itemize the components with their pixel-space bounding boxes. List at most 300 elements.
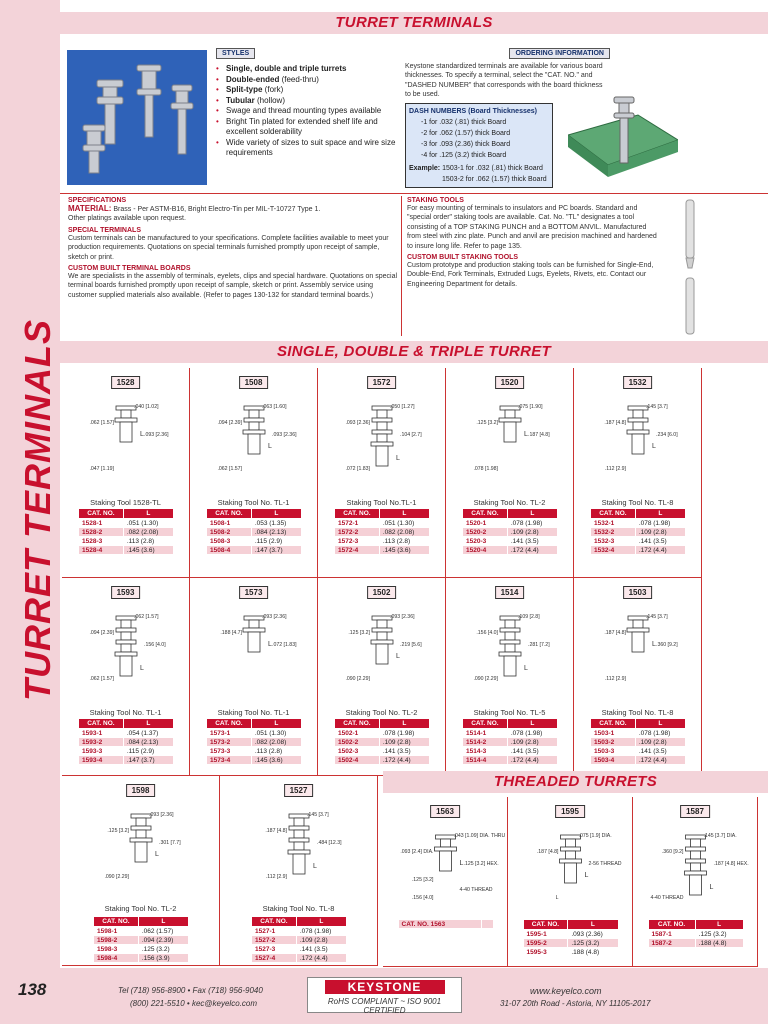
dimension-label: .093 [2.36] bbox=[149, 812, 174, 818]
svg-text:L: L bbox=[652, 641, 656, 648]
table-cell: .078 (1.98) bbox=[507, 519, 557, 528]
table-cell: 1508-1 bbox=[207, 519, 252, 528]
dimension-label: .109 [2.8] bbox=[518, 614, 540, 620]
boards-heading: CUSTOM BUILT TERMINAL BOARDS bbox=[68, 265, 191, 273]
part-number: 1520 bbox=[495, 376, 525, 389]
ordering-text: Keystone standardized terminals are available for various board thicknesses. To specify a terminal, select the "CAT. NO." and "DASHED NUMBER" that corresponds with the board thickness to be used. bbox=[405, 63, 603, 99]
table-cell: .125 (3.2) bbox=[695, 930, 743, 939]
table-row bbox=[252, 936, 347, 945]
catalog-table bbox=[398, 919, 494, 929]
staking-tool-label: Staking Tool No.TL-1 bbox=[346, 498, 417, 507]
table-cell: .172 (4.4) bbox=[507, 546, 557, 555]
part-1595 bbox=[508, 797, 633, 967]
svg-text:L: L bbox=[155, 851, 159, 858]
table-cell: .147 (3.7) bbox=[123, 756, 173, 765]
table-row bbox=[591, 528, 686, 537]
table-cell: 1573-4 bbox=[207, 756, 252, 765]
part-number: 1514 bbox=[495, 586, 525, 599]
table-row bbox=[207, 546, 302, 555]
dash-item: -1 for .032 (.81) thick Board bbox=[421, 118, 507, 126]
svg-text:L: L bbox=[652, 443, 656, 450]
dimension-label: .484 [12.3] bbox=[317, 840, 342, 846]
table-cell: 1503-2 bbox=[591, 738, 636, 747]
table-cell: .062 (1.57) bbox=[138, 927, 188, 936]
table-cell: 1572-3 bbox=[335, 537, 380, 546]
table-cell: 1532-4 bbox=[591, 546, 636, 555]
column-header: CAT. NO. bbox=[79, 509, 124, 519]
footer bbox=[0, 968, 768, 1024]
terminal-drawing bbox=[62, 602, 190, 702]
dimension-label: .188 [4.7] bbox=[220, 630, 242, 636]
table-row bbox=[79, 519, 174, 528]
table-cell: 1502-1 bbox=[335, 729, 380, 738]
table-cell: 1598-3 bbox=[94, 945, 139, 954]
table-cell: 1502-4 bbox=[335, 756, 380, 765]
table-cell: 1587-1 bbox=[648, 930, 695, 939]
table-cell: .109 (2.8) bbox=[379, 738, 429, 747]
table-cell: .141 (3.5) bbox=[635, 747, 685, 756]
dimension-label: .187 [4.8] bbox=[265, 828, 287, 834]
keystone-logo: KEYSTONE RoHS COMPLIANT ~ ISO 9001 CERTIFIED bbox=[307, 977, 462, 1013]
dimension-label: .112 [2.9] bbox=[604, 466, 626, 472]
staking-tool-label: Staking Tool No. TL-2 bbox=[345, 708, 418, 717]
example-1: 1503-1 for .032 (.81) thick Board bbox=[442, 164, 543, 172]
part-number: 1573 bbox=[239, 586, 269, 599]
part-number: 1587 bbox=[680, 805, 710, 818]
style-item: • Single, double and triple turrets bbox=[216, 64, 347, 73]
table-row bbox=[463, 546, 558, 555]
part-1563 bbox=[383, 797, 508, 967]
column-header: L bbox=[138, 917, 188, 927]
table-row bbox=[335, 519, 430, 528]
table-cell: 1572-1 bbox=[335, 519, 380, 528]
table-row bbox=[94, 936, 189, 945]
middle-banner: SINGLE, DOUBLE & TRIPLE TURRET bbox=[60, 341, 768, 363]
table-cell: .156 (3.9) bbox=[138, 954, 188, 963]
svg-text:L: L bbox=[584, 872, 589, 879]
dimension-label: 2-56 THREAD bbox=[588, 861, 622, 867]
dash-item: -4 for .125 (3.2) thick Board bbox=[421, 151, 507, 159]
dimension-label: .125 [3.2] HEX. bbox=[463, 861, 499, 867]
table-row bbox=[207, 519, 302, 528]
svg-text:L: L bbox=[140, 431, 144, 438]
table-cell: .093 (2.36) bbox=[568, 930, 618, 939]
part-1520 bbox=[446, 368, 574, 578]
dimension-label: .187 [4.8] bbox=[604, 630, 626, 636]
table-cell: 1587-2 bbox=[648, 939, 695, 948]
column-header: L bbox=[695, 920, 743, 930]
styles-tag: STYLES bbox=[216, 48, 255, 59]
table-row bbox=[79, 546, 174, 555]
table-row bbox=[335, 756, 430, 765]
table-cell: 1593-4 bbox=[79, 756, 124, 765]
svg-text:L: L bbox=[524, 665, 528, 672]
iso-text: ISO 9001 CERTIFIED bbox=[363, 997, 442, 1015]
table-row bbox=[463, 528, 558, 537]
terminal-drawing bbox=[318, 602, 446, 702]
table-cell: 1503-1 bbox=[591, 729, 636, 738]
part-1527 bbox=[220, 776, 378, 966]
table-cell: .141 (3.5) bbox=[379, 747, 429, 756]
footer-tel: Tel (718) 956-8900 • Fax (718) 956-9040 bbox=[118, 986, 263, 995]
table-cell: 1573-2 bbox=[207, 738, 252, 747]
staking-tool-label: Staking Tool No. TL-1 bbox=[217, 498, 290, 507]
dimension-label: .360 [9.2] bbox=[656, 642, 678, 648]
dimension-label: .301 [7.7] bbox=[159, 840, 181, 846]
material-text: Brass - Per ASTM-B16, Bright Electro-Tin per MIL-T-10727 Type 1. bbox=[113, 206, 321, 213]
table-row bbox=[335, 738, 430, 747]
catalog-table bbox=[648, 919, 744, 948]
table-cell bbox=[481, 920, 493, 929]
dimension-label: .062 [1.57] bbox=[89, 420, 114, 426]
table-cell: .078 (1.98) bbox=[296, 927, 346, 936]
column-header: L bbox=[635, 509, 685, 519]
column-header: L bbox=[251, 719, 301, 729]
table-row bbox=[523, 948, 618, 957]
dash-box bbox=[405, 103, 553, 188]
table-row bbox=[94, 954, 189, 963]
svg-text:L: L bbox=[140, 665, 144, 672]
example-label: Example: bbox=[409, 164, 441, 172]
table-cell: 1508-4 bbox=[207, 546, 252, 555]
table-row bbox=[79, 738, 174, 747]
table-row bbox=[463, 537, 558, 546]
table-cell: .082 (2.08) bbox=[123, 528, 173, 537]
table-row bbox=[398, 920, 493, 929]
table-row bbox=[523, 939, 618, 948]
custom-staking-text: Custom prototype and production staking tools can be furnished for Single-End, Double-End, Fork Terminals, Extruded Lugs, Eyelets, Rivets, etc. Contact our Engineering Department for details. bbox=[407, 262, 654, 288]
table-cell: .141 (3.5) bbox=[635, 537, 685, 546]
part-1532 bbox=[574, 368, 702, 578]
part-1503 bbox=[574, 578, 702, 776]
table-row bbox=[591, 546, 686, 555]
table-cell: .082 (2.08) bbox=[251, 738, 301, 747]
column-header: L bbox=[507, 509, 557, 519]
staking-text: For easy mounting of terminals to insulators and PC boards. Standard and "special order" staking tools are available. Cat. No. "TL" designates a tool consisting of a TOP STAKING PUNCH and a BOTTOM ANVIL. Manufactured from steel with zinc plate. Punch and anvil are precision machined and hardened to insure long life. Refer to page 135. bbox=[407, 205, 657, 250]
dimension-label: .072 [1.83] bbox=[345, 466, 370, 472]
table-cell: .051 (1.30) bbox=[379, 519, 429, 528]
table-cell: 1527-3 bbox=[252, 945, 297, 954]
table-cell: .084 (2.13) bbox=[251, 528, 301, 537]
table-row bbox=[207, 747, 302, 756]
staking-tool-label: Staking Tool No. TL-8 bbox=[262, 904, 335, 913]
dimension-label: .112 [2.9] bbox=[265, 874, 287, 880]
part-1573 bbox=[190, 578, 318, 776]
table-cell: .172 (4.4) bbox=[296, 954, 346, 963]
column-header: CAT. NO. bbox=[207, 719, 252, 729]
part-number: 1502 bbox=[367, 586, 397, 599]
catalog-table bbox=[590, 508, 686, 555]
dimension-label: .234 [6.0] bbox=[656, 432, 678, 438]
table-row bbox=[79, 537, 174, 546]
column-header: CAT. NO. bbox=[335, 719, 380, 729]
dimension-label: .093 [2.36] bbox=[272, 432, 297, 438]
dimension-label: .145 [3.7] DIA. bbox=[703, 833, 737, 839]
special-heading: SPECIAL TERMINALS bbox=[68, 226, 141, 234]
terminals-photo bbox=[67, 50, 207, 185]
table-cell: .109 (2.8) bbox=[507, 738, 557, 747]
dimension-label: .093 [2.36] bbox=[144, 432, 169, 438]
table-cell: .113 (2.8) bbox=[123, 537, 173, 546]
table-cell: 1508-2 bbox=[207, 528, 252, 537]
column-header: CAT. NO. bbox=[591, 509, 636, 519]
table-cell: 1573-3 bbox=[207, 747, 252, 756]
table-cell: .125 (3.2) bbox=[568, 939, 618, 948]
table-cell: 1514-2 bbox=[463, 738, 508, 747]
table-cell: 1572-2 bbox=[335, 528, 380, 537]
dimension-label: .090 [2.29] bbox=[345, 676, 370, 682]
example-2: 1503-2 for .062 (1.57) thick Board bbox=[442, 175, 547, 183]
table-row bbox=[591, 747, 686, 756]
column-header: CAT. NO. bbox=[79, 719, 124, 729]
dimension-label: .093 [2.36] bbox=[345, 420, 370, 426]
table-cell: 1572-4 bbox=[335, 546, 380, 555]
dimension-label: .090 [2.29] bbox=[473, 676, 498, 682]
ordering-tag: ORDERING INFORMATION bbox=[509, 48, 610, 59]
table-cell: 1528-2 bbox=[79, 528, 124, 537]
column-header: L bbox=[123, 509, 173, 519]
dimension-label: .093 [2.36] bbox=[390, 614, 415, 620]
dimension-label: .047 [1.19] bbox=[89, 466, 114, 472]
table-cell: 1593-3 bbox=[79, 747, 124, 756]
table-cell: 1573-1 bbox=[207, 729, 252, 738]
table-row bbox=[463, 738, 558, 747]
section-divider bbox=[60, 193, 768, 194]
column-header: L bbox=[379, 509, 429, 519]
terminal-drawing bbox=[574, 392, 702, 492]
terminal-drawing bbox=[220, 800, 378, 900]
column-header: CAT. NO. bbox=[648, 920, 695, 930]
side-title: TURRET TERMINALS bbox=[17, 319, 59, 701]
column-header: L bbox=[507, 719, 557, 729]
table-cell: .172 (4.4) bbox=[379, 756, 429, 765]
part-1508 bbox=[190, 368, 318, 578]
terminal-drawing bbox=[508, 821, 633, 921]
dimension-label: .075 [1.90] bbox=[518, 404, 543, 410]
table-cell: .109 (2.8) bbox=[635, 738, 685, 747]
table-row bbox=[79, 528, 174, 537]
table-row bbox=[335, 546, 430, 555]
table-cell: .172 (4.4) bbox=[635, 546, 685, 555]
dimension-label: .156 [4.0] bbox=[411, 895, 434, 901]
dimension-label: .090 [2.29] bbox=[104, 874, 129, 880]
board-illustration bbox=[568, 95, 678, 185]
table-row bbox=[591, 519, 686, 528]
terminal-drawing bbox=[190, 602, 318, 702]
dimension-label: .145 [3.7] bbox=[646, 404, 668, 410]
dimension-label: .078 [1.98] bbox=[473, 466, 498, 472]
dimension-label: .125 [3.2] bbox=[107, 828, 129, 834]
column-header: CAT. NO. bbox=[207, 509, 252, 519]
part-1528 bbox=[62, 368, 190, 578]
dimension-label: .043 [1.09] DIA. THRU bbox=[453, 833, 506, 839]
dimension-label: .125 [3.2] bbox=[476, 420, 498, 426]
catalog-table bbox=[251, 916, 347, 963]
table-row bbox=[207, 738, 302, 747]
dimension-label: .281 [7.2] bbox=[528, 642, 550, 648]
part-1514 bbox=[446, 578, 574, 776]
table-row bbox=[335, 729, 430, 738]
table-cell: .172 (4.4) bbox=[507, 756, 557, 765]
table-cell: 1598-4 bbox=[94, 954, 139, 963]
part-number: 1593 bbox=[111, 586, 141, 599]
table-row bbox=[463, 729, 558, 738]
table-cell: 1503-4 bbox=[591, 756, 636, 765]
table-row bbox=[207, 756, 302, 765]
dimension-label: .145 [3.7] bbox=[646, 614, 668, 620]
staking-tool-label: Staking Tool No. TL-8 bbox=[601, 498, 674, 507]
table-cell: .051 (1.30) bbox=[123, 519, 173, 528]
dimension-label: .050 [1.27] bbox=[390, 404, 415, 410]
staking-tool-label: Staking Tool No. TL-2 bbox=[104, 904, 177, 913]
terminal-drawing bbox=[62, 800, 220, 900]
terminal-drawing bbox=[633, 821, 758, 921]
dimension-label: .219 [5.6] bbox=[400, 642, 422, 648]
terminal-drawing bbox=[62, 392, 190, 492]
catalog-table bbox=[523, 919, 619, 957]
table-cell: 1598-2 bbox=[94, 936, 139, 945]
table-cell: 1514-1 bbox=[463, 729, 508, 738]
table-cell: 1593-1 bbox=[79, 729, 124, 738]
other-platings: Other platings available upon request. bbox=[68, 215, 186, 223]
table-cell: .141 (3.5) bbox=[507, 537, 557, 546]
catalog-table bbox=[78, 718, 174, 765]
dash-item: -3 for .093 (2.36) thick Board bbox=[421, 140, 511, 148]
dimension-label: .062 [1.57] bbox=[217, 466, 242, 472]
table-cell: 1527-1 bbox=[252, 927, 297, 936]
top-banner: TURRET TERMINALS bbox=[60, 12, 768, 34]
staking-tool-label: Staking Tool No. TL-8 bbox=[601, 708, 674, 717]
part-number: 1598 bbox=[126, 784, 156, 797]
table-cell: .078 (1.98) bbox=[635, 729, 685, 738]
column-header: CAT. NO. bbox=[591, 719, 636, 729]
catalog-table bbox=[462, 508, 558, 555]
column-header: L bbox=[251, 509, 301, 519]
style-item: • Bright Tin plated for extended shelf life and excellent solderability bbox=[216, 116, 378, 136]
style-item: • Double-ended (feed-thru) bbox=[216, 74, 319, 84]
table-cell: 1514-3 bbox=[463, 747, 508, 756]
footer-web[interactable]: www.keyelco.com bbox=[530, 986, 602, 996]
styles-section bbox=[216, 42, 396, 159]
dimension-label: .062 [1.57] bbox=[134, 614, 159, 620]
style-item: • Tubular (hollow) bbox=[216, 95, 285, 105]
dash-title: DASH NUMBERS (Board Thicknesses) bbox=[409, 107, 537, 115]
table-cell: 1502-3 bbox=[335, 747, 380, 756]
table-cell: .188 (4.8) bbox=[695, 939, 743, 948]
dimension-label: .093 [2.4] DIA. bbox=[400, 849, 434, 855]
table-cell: .094 (2.39) bbox=[138, 936, 188, 945]
catalog-table bbox=[590, 718, 686, 765]
table-cell: 1520-2 bbox=[463, 528, 508, 537]
staking-section bbox=[407, 197, 657, 289]
column-header: CAT. NO. bbox=[463, 509, 508, 519]
table-cell: .078 (1.98) bbox=[507, 729, 557, 738]
part-1598 bbox=[62, 776, 220, 966]
dimension-label: .360 [9.2] bbox=[661, 849, 684, 855]
table-cell: .141 (3.5) bbox=[507, 747, 557, 756]
table-cell: .145 (3.6) bbox=[251, 756, 301, 765]
table-row bbox=[252, 954, 347, 963]
table-cell: 1508-3 bbox=[207, 537, 252, 546]
svg-text:L: L bbox=[396, 455, 400, 462]
dimension-label: .093 [2.36] bbox=[262, 614, 287, 620]
table-cell: .054 (1.37) bbox=[123, 729, 173, 738]
table-row bbox=[79, 747, 174, 756]
part-1572 bbox=[318, 368, 446, 578]
column-header: L bbox=[379, 719, 429, 729]
table-cell: 1532-2 bbox=[591, 528, 636, 537]
svg-text:L: L bbox=[313, 863, 317, 870]
terminal-drawing bbox=[190, 392, 318, 492]
terminal-drawing bbox=[574, 602, 702, 702]
table-row bbox=[207, 528, 302, 537]
table-cell: 1520-1 bbox=[463, 519, 508, 528]
catalog-table bbox=[334, 718, 430, 765]
catalog-table bbox=[93, 916, 189, 963]
table-cell: CAT. NO. 1563 bbox=[398, 920, 481, 929]
dimension-label: 4-40 THREAD bbox=[459, 887, 493, 893]
table-row bbox=[463, 519, 558, 528]
footer-address: 31-07 20th Road - Astoria, NY 11105-2017 bbox=[500, 999, 651, 1008]
svg-text:L: L bbox=[709, 884, 714, 891]
part-number: 1595 bbox=[555, 805, 585, 818]
table-cell: 1595-2 bbox=[523, 939, 568, 948]
specs-heading: SPECIFICATIONS bbox=[68, 197, 127, 204]
material-label: MATERIAL: bbox=[68, 204, 112, 213]
table-row bbox=[207, 537, 302, 546]
table-cell: 1520-3 bbox=[463, 537, 508, 546]
table-cell: .141 (3.5) bbox=[296, 945, 346, 954]
table-cell: .113 (2.8) bbox=[251, 747, 301, 756]
dimension-label: .187 [4.8] bbox=[536, 849, 559, 855]
table-cell: 1528-3 bbox=[79, 537, 124, 546]
svg-text:L: L bbox=[459, 860, 464, 867]
staking-tool-label: Staking Tool 1528-TL bbox=[90, 498, 161, 507]
dimension-label: .112 [2.9] bbox=[604, 676, 626, 682]
staking-tool-label: Staking Tool No. TL-2 bbox=[473, 498, 546, 507]
table-cell: .145 (3.6) bbox=[123, 546, 173, 555]
table-cell: .115 (2.9) bbox=[251, 537, 301, 546]
table-cell: 1503-3 bbox=[591, 747, 636, 756]
table-cell: 1598-1 bbox=[94, 927, 139, 936]
catalog-table bbox=[206, 508, 302, 555]
table-row bbox=[335, 747, 430, 756]
part-number: 1528 bbox=[111, 376, 141, 389]
table-cell: .082 (2.08) bbox=[379, 528, 429, 537]
table-cell: 1514-4 bbox=[463, 756, 508, 765]
staking-tool-label: Staking Tool No. TL-1 bbox=[217, 708, 290, 717]
staking-tool-label: Staking Tool No. TL-5 bbox=[473, 708, 546, 717]
table-row bbox=[335, 537, 430, 546]
table-row bbox=[94, 945, 189, 954]
table-cell: .109 (2.8) bbox=[296, 936, 346, 945]
table-row bbox=[94, 927, 189, 936]
table-cell: .113 (2.8) bbox=[379, 537, 429, 546]
part-1593 bbox=[62, 578, 190, 776]
table-cell: .109 (2.8) bbox=[635, 528, 685, 537]
dimension-label: .156 [4.0] bbox=[476, 630, 498, 636]
dimension-label: .094 [2.39] bbox=[217, 420, 242, 426]
column-header: CAT. NO. bbox=[94, 917, 139, 927]
terminal-drawing bbox=[446, 392, 574, 492]
table-row bbox=[252, 927, 347, 936]
boards-text: We are specialists in the assembly of terminals, eyelets, clips and special hardware. Quotations on special terminal boards furnished promptly upon receipt of sample, sketch or print. Assembly service using customer supplied materials also available. (Refer to pages 130-132 for standard terminal boards.) bbox=[68, 273, 398, 299]
dimension-label: .145 [3.7] bbox=[307, 812, 329, 818]
part-number: 1527 bbox=[284, 784, 314, 797]
footer-tel2: (800) 221-5510 • kec@keyelco.com bbox=[130, 999, 257, 1008]
style-item: • Wide variety of sizes to suit space and wire size requirements bbox=[216, 137, 396, 157]
table-cell: .078 (1.98) bbox=[635, 519, 685, 528]
